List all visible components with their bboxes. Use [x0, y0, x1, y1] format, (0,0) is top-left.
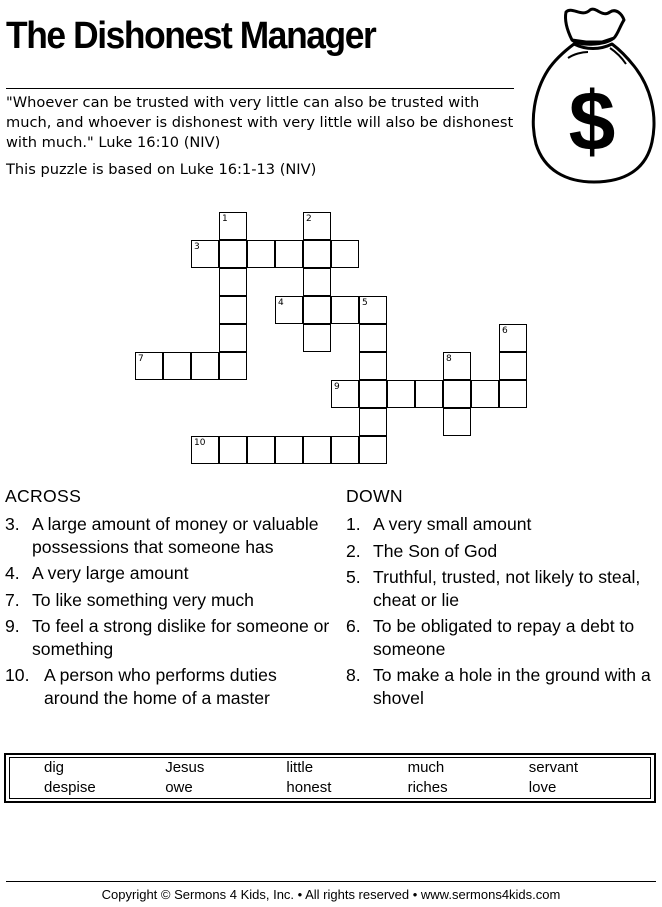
clue-number: 2 [306, 214, 312, 224]
word-bank [4, 753, 656, 803]
crossword-cell[interactable] [135, 352, 163, 380]
clue-item [346, 664, 658, 709]
crossword-cell[interactable] [219, 212, 247, 240]
clue-item [346, 540, 658, 563]
clue-number-label: 3. [5, 514, 20, 534]
clue-number: 5 [362, 298, 368, 308]
clue-item [5, 615, 330, 660]
crossword-cell[interactable] [331, 240, 359, 268]
crossword-cell[interactable] [499, 380, 527, 408]
money-bag-icon [526, 2, 658, 188]
clue-number-label: 7. [5, 589, 20, 610]
word-bank-item: riches [407, 779, 448, 796]
crossword-cell[interactable] [331, 296, 359, 324]
clue-number-label: 2. [346, 540, 361, 561]
clue-number: 10 [194, 438, 206, 448]
word-bank-item: despise [44, 779, 96, 796]
clue-number: 4 [278, 298, 284, 308]
clue-number-label: 8. [346, 665, 361, 685]
word-bank-item: much [407, 759, 445, 776]
copyright-footer: Copyright © Sermons 4 Kids, Inc. • All rights reserved • www.sermons4kids.com [101, 887, 561, 902]
clue-item [5, 513, 330, 558]
clue-number: 7 [138, 354, 144, 364]
crossword-cell[interactable] [443, 380, 471, 408]
word-bank-item: Jesus [165, 759, 205, 776]
crossword-cell[interactable] [359, 408, 387, 436]
crossword-cell[interactable] [331, 380, 359, 408]
clue-number-label: 9. [5, 616, 20, 636]
crossword-cell[interactable] [275, 240, 303, 268]
down-heading: DOWN [346, 486, 403, 506]
clue-number: 6 [502, 326, 508, 336]
crossword-cell[interactable] [219, 240, 247, 268]
clue-item [346, 566, 658, 611]
crossword-cell[interactable] [247, 436, 275, 464]
crossword-cell[interactable] [275, 436, 303, 464]
crossword-cell[interactable] [303, 436, 331, 464]
clue-text: The Son of God [373, 540, 498, 561]
clue-item [5, 664, 330, 709]
clue-number: 3 [194, 242, 200, 252]
word-bank-item: honest [286, 779, 332, 796]
across-clues [5, 485, 330, 713]
crossword-cell[interactable] [387, 380, 415, 408]
clue-number-label: 6. [346, 616, 361, 636]
word-bank-item: servant [528, 759, 578, 776]
crossword-cell[interactable] [247, 240, 275, 268]
puzzle-basis-note: This puzzle is based on Luke 16:1-13 (NIV) [6, 161, 317, 178]
crossword-cell[interactable] [303, 324, 331, 352]
word-bank-item: dig [44, 759, 65, 776]
crossword-cell[interactable] [191, 436, 219, 464]
footer-divider [6, 881, 656, 882]
crossword-cell[interactable] [359, 436, 387, 464]
title-divider [6, 88, 514, 89]
clue-number-label: 1. [346, 514, 361, 534]
crossword-cell[interactable] [275, 296, 303, 324]
clue-item [5, 562, 330, 585]
word-bank-item: love [528, 779, 557, 796]
dollar-sign-glyph: $ [568, 74, 616, 168]
crossword-cell[interactable] [191, 240, 219, 268]
crossword-cell[interactable] [303, 212, 331, 240]
crossword-cell[interactable] [499, 324, 527, 352]
clue-number: 1 [222, 214, 228, 224]
crossword-cell[interactable] [163, 352, 191, 380]
clue-text: A person who performs duties around the home of a master [44, 665, 277, 708]
crossword-cell[interactable] [191, 352, 219, 380]
crossword-cell[interactable] [303, 240, 331, 268]
crossword-cell[interactable] [303, 296, 331, 324]
page-title: The Dishonest Manager [6, 15, 376, 57]
crossword-cell[interactable] [471, 380, 499, 408]
clue-text: To be obligated to repay a debt to someone [373, 616, 635, 659]
clue-item [5, 589, 330, 612]
word-bank-item: little [286, 759, 314, 776]
crossword-cell[interactable] [359, 380, 387, 408]
word-bank-item: owe [165, 779, 193, 796]
clue-text: A large amount of money or valuable possessions that someone has [32, 514, 319, 557]
crossword-cell[interactable] [303, 268, 331, 296]
crossword-cell[interactable] [219, 296, 247, 324]
crossword-cell[interactable] [219, 436, 247, 464]
crossword-cell[interactable] [359, 324, 387, 352]
across-heading: ACROSS [5, 486, 82, 506]
clue-text: To make a hole in the ground with a shovel [373, 665, 651, 708]
clue-text: A very small amount [373, 514, 532, 534]
crossword-cell[interactable] [219, 268, 247, 296]
clue-item [346, 615, 658, 660]
clue-number: 8 [446, 354, 452, 364]
crossword-cell[interactable] [443, 408, 471, 436]
crossword-cell[interactable] [499, 352, 527, 380]
clue-text: Truthful, trusted, not likely to steal, cheat or lie [373, 567, 641, 610]
crossword-cell[interactable] [415, 380, 443, 408]
clue-number-label: 4. [5, 563, 20, 583]
crossword-cell[interactable] [219, 352, 247, 380]
crossword-cell[interactable] [359, 296, 387, 324]
scripture-quote: "Whoever can be trusted with very little can also be trusted with much, and whoever is dishonest with very little will also be dishonest with much." Luke 16:10 (NIV) [6, 94, 514, 151]
clue-item [346, 513, 658, 536]
clue-number: 9 [334, 382, 340, 392]
clue-number-label: 10. [5, 665, 30, 685]
crossword-cell[interactable] [219, 324, 247, 352]
crossword-cell[interactable] [359, 352, 387, 380]
clue-text: A very large amount [32, 563, 189, 583]
down-clues [346, 485, 658, 713]
crossword-cell[interactable] [443, 352, 471, 380]
clue-number-label: 5. [346, 567, 361, 587]
crossword-cell[interactable] [331, 436, 359, 464]
clue-text: To feel a strong dislike for someone or something [32, 616, 330, 659]
clue-text: To like something very much [32, 589, 254, 610]
